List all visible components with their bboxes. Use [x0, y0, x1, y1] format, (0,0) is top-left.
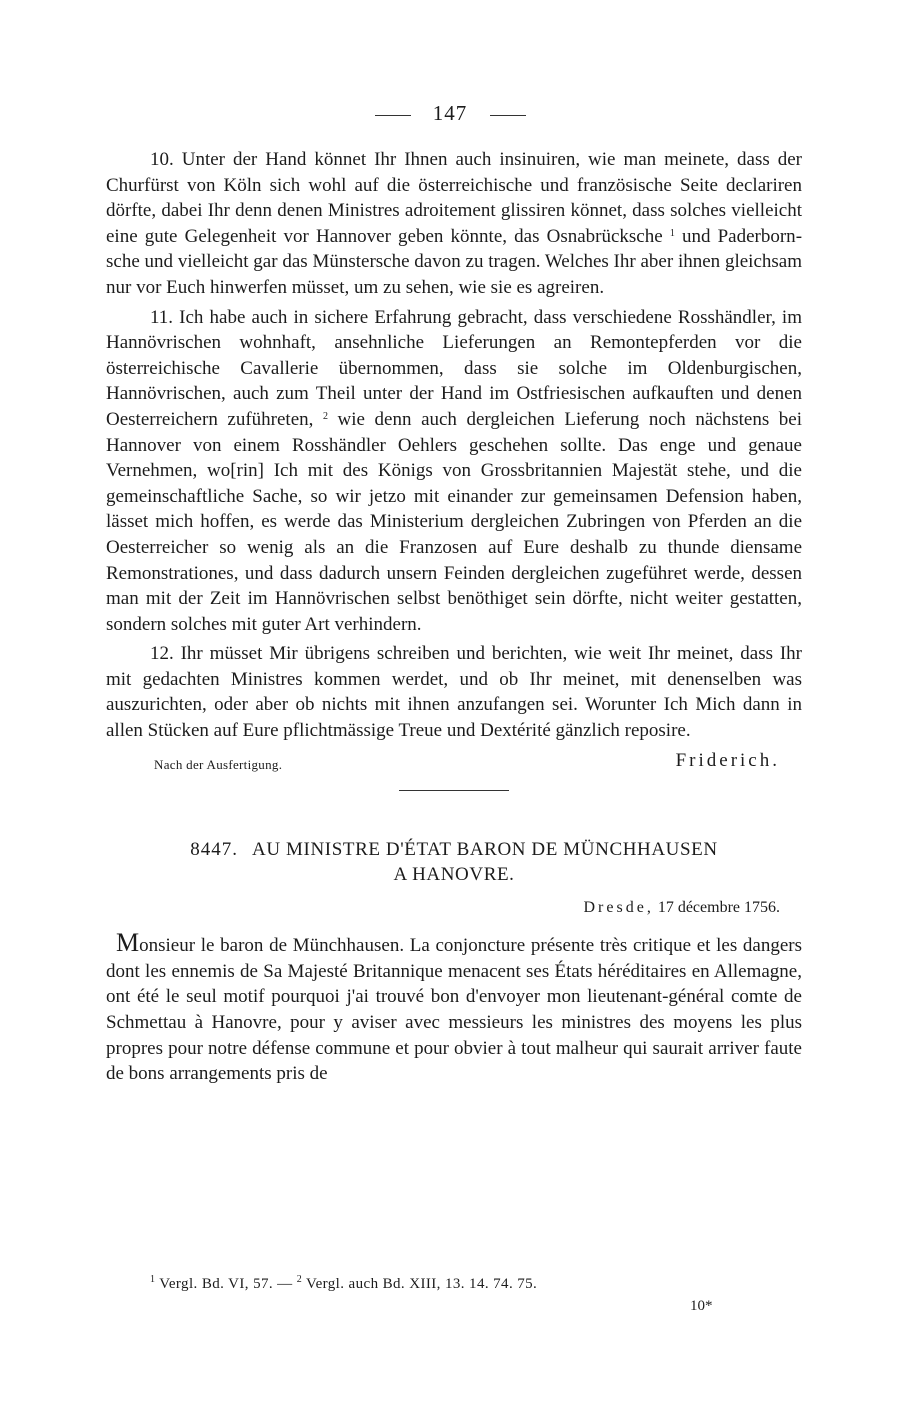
- footnote-ref-1: 1: [669, 227, 675, 239]
- paragraph-text-continued: wie denn auch dergleichen Lieferung noch nächstens bei Hannover von einem Rosshändler Oehlers geschehen sollte. Das enge und genaue Vernehmen, wo[rin] Ich mit des Königs von Grossbritannien Majestät stehe, und die gemeinschaftliche Sache, so wir jetzo mit einander zur gemeinsamen Defension haben, lässet mich hoffen, es werde das Ministerium dergleichen Zubringen von Pferden an die Oesterreicher so wenig als an die Franzosen auf Eure deshalb zu thunde diensame Remonstrationes, und dass dadurch unsern Feinden dergleichen zugeführet werde, dessen man mit der Zeit im Hannövrischen selbst benöthiget sein dörfte, nicht weiter gestatten, sondern solches mit guter Art verhindern.: [106, 408, 802, 635]
- letter-body: [106, 930, 802, 1087]
- header-dash-left: [375, 115, 411, 116]
- main-text: [106, 147, 802, 1087]
- letter-title-line-1: AU MINISTRE D'ÉTAT BARON DE MÜNCHHAUSEN: [252, 838, 718, 860]
- page-header: [0, 100, 900, 126]
- footnote-mark-1: 1: [150, 1274, 156, 1285]
- paragraph-11: [106, 305, 802, 638]
- letter-heading: [106, 837, 802, 887]
- footnote-mark-2: 2: [296, 1274, 303, 1285]
- letter-title-line-2: A HANOVRE.: [393, 863, 515, 885]
- letter-initial: M: [116, 928, 140, 958]
- sheet-signature-mark: 10*: [690, 1298, 713, 1314]
- source-note: Nach der Ausfertigung.: [154, 756, 283, 772]
- letter-place: Dresde,: [583, 898, 654, 916]
- paragraph-number: 10.: [150, 149, 174, 170]
- paragraph-number: 11.: [150, 306, 174, 328]
- section-divider: [399, 790, 509, 791]
- paragraph-text: Ich habe auch in sichere Erfahrung gebracht, dass verschiedene Rosshändler, im Hannövrischen wohnhaft, ansehnliche Lieferungen an Remontepferden vor die österreichische Cavallerie übernommen, dass sie solche im Oldenburgischen, Hannövrischen, auch zum Theil unter der Hand im Ostfriesischen aufkauften und denen Oesterreichern zuführeten,: [106, 306, 802, 430]
- footnotes: [150, 1276, 750, 1293]
- letter-dateline: [106, 895, 802, 921]
- paragraph-text: Ihr müsset Mir übrigens schreiben und berichten, wie weit Ihr meinet, dass Ihr mit gedachten Ministres kommen werdet, und ob Ihr meinet, mit denenselben was auszurichten, oder aber ob nichts mit ihnen anzufangen sei. Worunter Ich Mich dann in allen Stücken auf Eure pflichtmässige Treue und Dextérité gänzlich reposire.: [106, 643, 803, 742]
- footnote-2: Vergl. auch Bd. XIII, 13. 14. 74. 75.: [306, 1276, 538, 1292]
- paragraph-10: [106, 147, 802, 301]
- letter-body-text: onsieur le baron de Münchhausen. La conjoncture présente très critique et les dangers dont les ennemis de Sa Majesté Britannique menacent ses États héréditaires en Allemagne, ont été le seul motif pourquoi j'ai trouvé bon d'envoyer mon lieutenant-général comte de Schmettau à Hanovre, pour y aviser avec messieurs les ministres des moyens les plus propres pour notre défense commune et pour obvier à tout malheur qui saurait arriver faute de bons arrangements pris de: [106, 935, 802, 1085]
- paragraph-12: [106, 641, 802, 743]
- paragraph-text-continued: und Paderbornsche und vielleicht gar das Münstersche davon zu tragen. Welches Ihr aber ihnen gleichsam nur vor Euch hinwerfen müsset, um zu sehen, wie sie es agreiren.: [106, 225, 803, 298]
- footnote-1: Vergl. Bd. VI, 57. —: [159, 1276, 293, 1292]
- footnote-ref-2: 2: [322, 410, 328, 422]
- paragraph-text: Unter der Hand könnet Ihr Ihnen auch insinuiren, wie man meinete, dass der Churfürst von Köln sich wohl auf die österreichische und französische Seite declariren dörfte, dabei Ihr denn denen Ministres adroitement glissiren könnet, dass solches vielleicht eine gute Gelegenheit vor Hannover geben könnte, das Osnabrücksche: [106, 149, 803, 247]
- letter-date: 17 décembre 1756.: [657, 898, 780, 916]
- page-number: 147: [432, 101, 468, 125]
- letter-number: 8447.: [190, 838, 239, 860]
- paragraph-number: 12.: [150, 643, 174, 665]
- signature-row: [106, 746, 802, 776]
- header-dash-right: [490, 115, 526, 116]
- signature: Friderich.: [675, 749, 780, 771]
- letter-heading-line-1: [106, 837, 802, 862]
